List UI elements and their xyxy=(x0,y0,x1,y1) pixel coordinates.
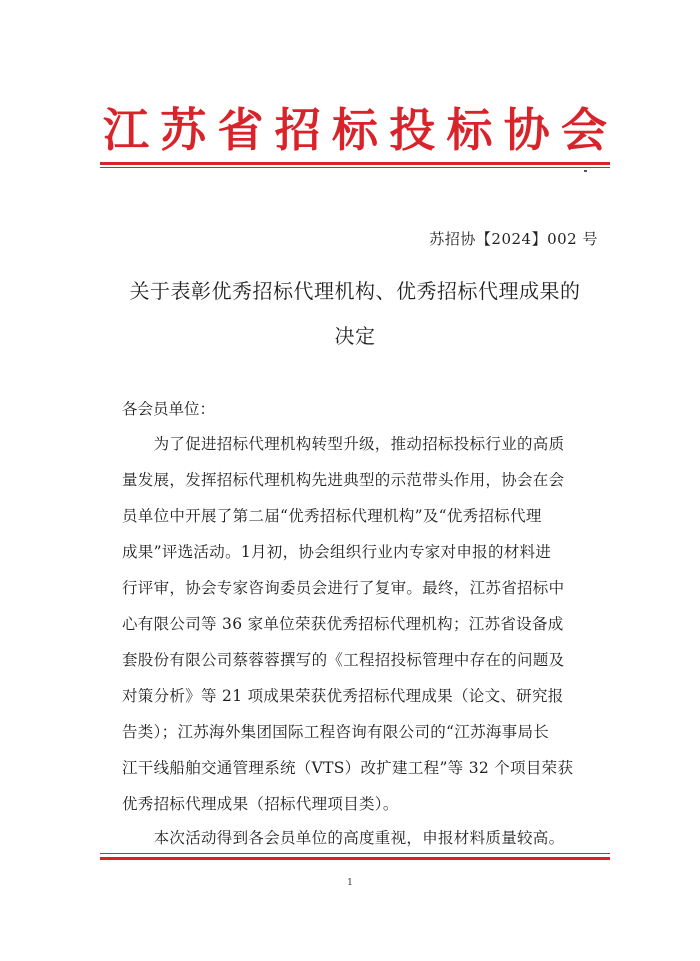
letterhead-char: 会 xyxy=(561,103,607,157)
body-line: 成果”评选活动。1月初，协会组织行业内专家对申报的材料进 xyxy=(122,543,552,561)
letterhead-char: 协 xyxy=(503,103,550,157)
letterhead-divider-thin xyxy=(100,167,610,168)
letterhead-char: 招 xyxy=(274,103,321,157)
salutation: 各会员单位： xyxy=(122,400,216,418)
letterhead-char: 标 xyxy=(332,103,378,157)
letterhead-divider-thick xyxy=(100,162,610,165)
scan-speck xyxy=(584,170,587,172)
document-title-line-1: 关于表彰优秀招标代理机构、优秀招标代理成果的 xyxy=(129,279,581,303)
body-line: 心有限公司等 36 家单位荣获优秀招标代理机构；江苏省设备成 xyxy=(122,615,564,633)
letterhead-char: 标 xyxy=(446,103,493,157)
footer-divider-thin xyxy=(100,853,610,854)
page-number: 1 xyxy=(347,878,353,888)
body-line: 对策分析》等 21 项成果荣获优秀招标代理成果（论文、研究报 xyxy=(122,687,564,705)
document-title-line-2: 决定 xyxy=(334,324,376,348)
document-number: 苏招协【2024】002 号 xyxy=(429,230,598,248)
body-line: 江干线船舶交通管理系统（VTS）改扩建工程”等 32 个项目荣获 xyxy=(122,759,574,777)
body-line: 员单位中开展了第二届“优秀招标代理机构”及“优秀招标代理 xyxy=(122,507,542,525)
body-line: 为了促进招标代理机构转型升级，推动招标投标行业的高质 xyxy=(122,435,565,453)
body-line: 优秀招标代理成果（招标代理项目类）。 xyxy=(122,795,399,813)
footer-divider-thick xyxy=(100,857,610,860)
letterhead-char: 江 xyxy=(103,103,149,157)
body-line: 告类）；江苏海外集团国际工程咨询有限公司的“江苏海事局长 xyxy=(122,723,550,741)
body-line: 行评审，协会专家咨询委员会进行了复审。最终，江苏省招标中 xyxy=(122,579,565,597)
body-line: 套股份有限公司蔡蓉蓉撰写的《工程招投标管理中存在的问题及 xyxy=(122,651,565,669)
letterhead-title xyxy=(100,92,610,162)
body-line: 量发展，发挥招标代理机构先进典型的示范带头作用，协会在会 xyxy=(122,471,565,489)
body-line: 本次活动得到各会员单位的高度重视，申报材料质量较高。 xyxy=(122,829,565,847)
letterhead-char: 省 xyxy=(217,103,264,157)
letterhead-char: 苏 xyxy=(160,103,207,157)
letterhead-char: 投 xyxy=(389,103,436,157)
